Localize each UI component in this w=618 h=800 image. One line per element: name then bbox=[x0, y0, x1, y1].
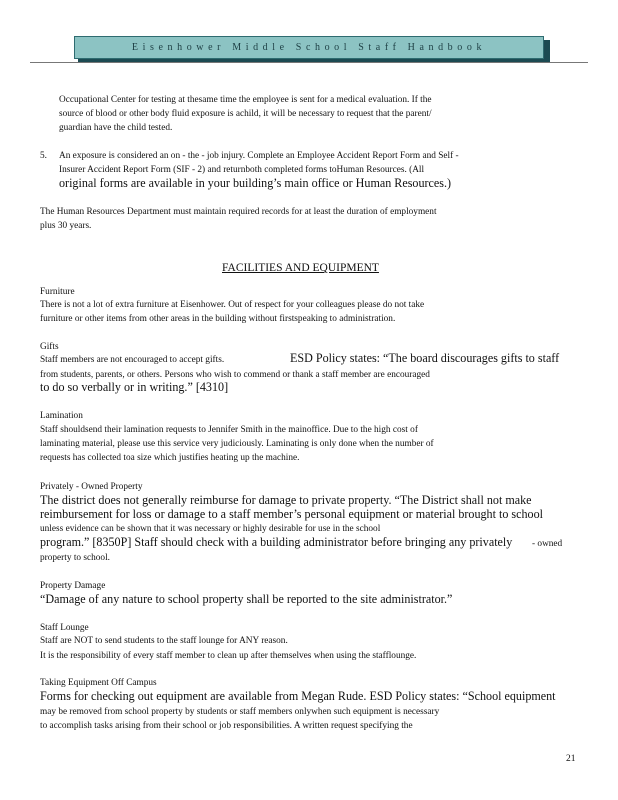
hr-line-2: plus 30 years. bbox=[40, 221, 92, 231]
item-5-line-1: An exposure is considered an on - the - job injury. Complete an Employee Accident Report Form and Self - bbox=[59, 151, 459, 161]
gifts-line-1a: Staff members are not encouraged to accept gifts. bbox=[40, 355, 225, 365]
private-property-line-3: unless evidence can be shown that it was necessary or highly desirable for use in the school bbox=[40, 524, 381, 534]
gifts-line-1b: ESD Policy states: “The board discourages gifts to staff bbox=[290, 351, 560, 365]
item-5-line-2: Insurer Accident Report Form (SIF - 2) and returnboth completed forms toHuman Resources. (All bbox=[59, 165, 425, 175]
intro-line-3: guardian have the child tested. bbox=[59, 123, 173, 133]
furniture-line-1: There is not a lot of extra furniture at Eisenhower. Out of respect for your colleagues please do not take bbox=[40, 300, 425, 310]
item-5-number: 5. bbox=[40, 151, 47, 161]
property-damage-line-1: “Damage of any nature to school property shall be reported to the site administrator.” bbox=[40, 592, 453, 606]
lamination-line-3: requests has collected toa size which justifies heating up the machine. bbox=[40, 453, 300, 463]
lamination-title: Lamination bbox=[40, 411, 83, 421]
gifts-line-3: to do so verbally or in writing.” [4310] bbox=[40, 380, 229, 394]
hr-line-1: The Human Resources Department must maintain required records for at least the duration of employment bbox=[40, 207, 437, 217]
private-property-line-4a: program.” [8350P] Staff should check with a building administrator before bringing any privately bbox=[40, 535, 513, 549]
handbook-title: Eisenhower Middle School Staff Handbook bbox=[131, 42, 487, 53]
lamination-line-1: Staff shouldsend their lamination requests to Jennifer Smith in the mainoffice. Due to the high cost of bbox=[40, 425, 418, 435]
lamination-line-2: laminating material, please use this service very judiciously. Laminating is only done when the number of bbox=[40, 439, 434, 449]
furniture-title: Furniture bbox=[40, 287, 75, 297]
private-property-line-1: The district does not generally reimburse for damage to private property. “The District shall not make bbox=[40, 493, 532, 507]
furniture-line-2: furniture or other items from other areas in the building without firstspeaking to administration. bbox=[40, 314, 396, 324]
private-property-line-2: reimbursement for loss or damage to a staff member’s personal equipment or material brought to school bbox=[40, 507, 543, 521]
staff-lounge-line-2: It is the responsibility of every staff member to clean up after themselves when using the stafflounge. bbox=[40, 651, 417, 661]
property-damage-title: Property Damage bbox=[40, 581, 106, 591]
staff-lounge-title: Staff Lounge bbox=[40, 623, 89, 633]
private-property-title: Privately - Owned Property bbox=[40, 482, 143, 492]
item-5-line-3: original forms are available in your building’s main office or Human Resources.) bbox=[59, 176, 452, 190]
taking-equipment-line-3: to accomplish tasks arising from their school or job responsibilities. A written request specifying the bbox=[40, 721, 413, 731]
header-rule bbox=[30, 62, 588, 63]
private-property-line-5: property to school. bbox=[40, 553, 110, 563]
taking-equipment-line-2: may be removed from school property by students or staff members onlywhen such equipment is necessary bbox=[40, 707, 440, 717]
taking-equipment-line-1: Forms for checking out equipment are available from Megan Rude. ESD Policy states: “School equipment bbox=[40, 689, 556, 703]
taking-equipment-title: Taking Equipment Off Campus bbox=[40, 678, 157, 688]
gifts-line-2: from students, parents, or others. Persons who wish to commend or thank a staff member are encouraged bbox=[40, 370, 430, 380]
intro-line-1: Occupational Center for testing at thesame time the employee is sent for a medical evaluation. If the bbox=[59, 95, 432, 105]
page-number: 21 bbox=[566, 754, 576, 764]
staff-lounge-line-1: Staff are NOT to send students to the staff lounge for ANY reason. bbox=[40, 636, 288, 646]
gifts-title: Gifts bbox=[40, 342, 59, 352]
private-property-line-4b: - owned bbox=[532, 539, 563, 549]
header-banner bbox=[74, 36, 544, 59]
section-heading: FACILITIES AND EQUIPMENT bbox=[222, 262, 379, 274]
intro-line-2: source of blood or other body fluid exposure is achild, it will be necessary to request that the parent/ bbox=[59, 109, 432, 119]
